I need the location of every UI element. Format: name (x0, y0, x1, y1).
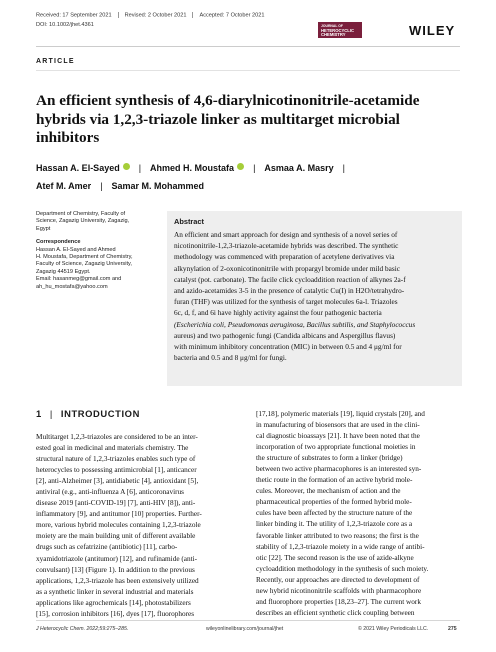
abstract-line: methodology was commenced with preparation of acetylene derivatives via (174, 252, 395, 262)
affiliation-line: Department of Chemistry, Faculty of (36, 211, 126, 217)
abstract-line: nicotinonitrile-1,2,3-triazole-acetamide hybrids was described. The synthetic (174, 241, 399, 251)
article-title (36, 92, 476, 148)
doi[interactable]: DOI: 10.1002/jhet.4361 (36, 22, 94, 28)
affiliation-line: Egypt (36, 225, 51, 232)
text-line: convulsant) [13] (Figure 1). In addition to the previous (36, 565, 195, 574)
text-line: applications, 1,2,3-triazole has been extensively utilized (36, 576, 199, 585)
text-line: stability of 1,2,3-triazole moiety in a wide range of antibi- (256, 542, 425, 551)
correspondence-heading: Correspondence (36, 239, 81, 246)
author-masry[interactable]: Asmaa A. Masry (264, 163, 334, 173)
correspondence-line: Hassan A. El-Sayed and Ahmed (36, 246, 116, 253)
author-separator: | (253, 163, 256, 173)
affiliation-block (36, 211, 166, 291)
text-line: linker binding it. The utility of 1,2,3-triazole core as a (256, 520, 413, 529)
journal-logo-line2: HETEROCYCLIC (321, 27, 355, 33)
text-line: between two active pharmacophores is an interested syn- (256, 465, 422, 474)
footer-copyright: © 2021 Wiley Periodicals LLC. (358, 626, 429, 632)
author-amer[interactable]: Atef M. Amer (36, 181, 92, 191)
section-title: INTRODUCTION (60, 408, 140, 419)
page-number: 275 (448, 626, 457, 632)
abstract-text (174, 229, 455, 363)
text-line: antiviral (e.g., anti-influenza A [6], anticoronavirus (36, 488, 184, 497)
text-line: moiety are the main building unit of different available (36, 532, 196, 541)
abstract-line: and azido-acetamides 3-5 in the presence of catalytic Cu(I) in H2O/tetrahydro- (174, 286, 405, 296)
received-date: Received: 17 September 2021 (36, 12, 112, 19)
footer-url[interactable]: wileyonlinelibrary.com/journal/jhet (206, 626, 284, 632)
author-separator: | (138, 163, 142, 173)
article-rule (36, 70, 460, 71)
text-line: cules have been affected by the structure nature of the (256, 509, 413, 518)
text-line: cal diagnostic bioassays [21]. It have been noted that the (256, 432, 420, 441)
text-line: favorable linker attributed to two reasons; the first is the (256, 531, 419, 540)
text-line: new hybrid nicotinonitrile scaffolds with pharmacophore (256, 586, 422, 595)
journal-logo-line1: JOURNAL OF (321, 24, 343, 28)
article-label: ARTICLE (36, 58, 75, 65)
author-separator: | (342, 163, 345, 173)
text-line: as a synthetic linker in several industrial and materials (36, 587, 194, 596)
text-line: Recently, our approaches are directed to development of (256, 575, 420, 584)
journal-logo[interactable] (318, 22, 362, 38)
text-line: structural nature of 1,2,3-triazoles enables such type of (36, 455, 196, 464)
author-separator: | (100, 181, 103, 191)
accepted-date: Accepted: 7 October 2021 (199, 12, 265, 19)
text-line: [17,18], polymeric materials [19], liquid crystals [20], and (256, 410, 425, 418)
footer-citation: J Heterocyclic Chem. 2022;59:275–285. (36, 626, 129, 632)
text-line: ested goal in medicinal and materials chemistry. The (36, 444, 189, 453)
section-separator: | (49, 408, 53, 419)
text-line: [15], corrosion inhibitors [16], dyes [17], fluorophores (36, 609, 195, 618)
abstract-line: alkynylation of 2-oxonicotinonitrile with propargyl bromide under mild basic (174, 263, 401, 273)
author-el-sayed[interactable]: Hassan A. El-Sayed (36, 163, 120, 173)
text-line: disease 2019 [anti-COVID-19] [7], anti-HIV [8]), anti- (36, 499, 196, 508)
title-line-2: hybrids via 1,2,3-triazole linker as multitarget microbial (36, 110, 400, 128)
history-dates (36, 12, 264, 18)
section-number: 1 (36, 408, 42, 419)
text-line: cules. Moreover, the mechanism of action and the (256, 487, 401, 496)
text-line: otic [22]. The second reason is the use of azide-alkyne (256, 553, 414, 562)
author-moustafa[interactable]: Ahmed H. Moustafa (150, 163, 235, 173)
abstract-line: (Escherichia coli, Pseudomonas aeruginosa, Bacillus subtilis, and Staphylococcus (174, 319, 416, 329)
text-line: applications like agrochemicals [14], photostabilizers (36, 598, 191, 607)
abstract-box (167, 211, 462, 386)
correspondence-line: H. Moustafa, Department of Chemistry, (36, 254, 133, 261)
text-line: pharmaceutical properties of the formed hybrid mole- (256, 498, 412, 507)
abstract-line: furan (THF) was utilized for the synthesis of target molecules 6a-l. Triazoles (174, 297, 398, 307)
text-line: Multitarget 1,2,3-triazoles are considered to be an inter- (36, 433, 198, 441)
title-line-1: An efficient synthesis of 4,6-diarylnicotinonitrile-acetamide (36, 92, 420, 109)
abstract-line: catalyst (pot. carbonate). The facile click cycloaddition reaction of alkynes 2a-f (174, 274, 406, 284)
abstract-line: aureus) and two pathogenic fungi (Candida albicans and Aspergillus flavus) (174, 330, 396, 340)
title-line-3: inhibitors (36, 129, 100, 146)
text-line: in manufacturing of biosensors that are used in the clini- (256, 421, 420, 430)
header-rule (36, 46, 460, 47)
section-heading (36, 408, 140, 419)
abstract-line: 6c, d, f, and 6i have highly activity against the four pathogenic bacteria (174, 308, 382, 318)
text-line: describes an efficient synthetic click coupling between (256, 608, 415, 617)
journal-logo-line3: CHEMISTRY (321, 32, 346, 38)
correspondence-email[interactable]: ah_hu_mostafa@yahoo.com (36, 283, 108, 290)
text-line: the structure of substrates to form a linker (bridge) (256, 454, 403, 463)
text-line: heterocycles to possessing antimicrobial [1], anticancer (36, 466, 197, 475)
text-line: incorporation of two appropriate functional moieties in (256, 443, 416, 452)
text-line: and fluorophore properties [18,23–27]. The current work (256, 597, 421, 606)
text-line: cycloaddition methodology in the synthesis of such moiety. (256, 564, 429, 573)
text-line: [2], anti-Alzheimer [3], antidiabetic [4], antioxidant [5], (36, 477, 199, 486)
revised-date: Revised: 2 October 2021 (124, 12, 187, 19)
correspondence-line: Zagazig 44519 Egypt. (36, 268, 91, 275)
orcid-icon[interactable] (237, 163, 244, 170)
abstract-line: bacteria and 0.5 and 8 μg/ml for fungi. (174, 353, 287, 363)
author-list (36, 159, 476, 195)
correspondence-line: Faculty of Science, Zagazig University, (36, 261, 132, 268)
abstract-heading: Abstract (174, 217, 204, 226)
orcid-icon[interactable] (123, 163, 130, 170)
footer-rule (36, 620, 460, 621)
correspondence-email[interactable]: Email: hasanmeg@gmail.com and (36, 276, 122, 283)
abstract-line: An efficient and smart approach for design and synthesis of a novel series of (174, 230, 398, 239)
wiley-logo[interactable]: WILEY (409, 23, 456, 38)
text-line: inflammatory [9], and antitumor [10] properties. Further- (36, 510, 202, 519)
text-line: xyamidotriazole (antitumor) [12], and rufinamide (anti- (36, 554, 198, 563)
text-line: thetic route in the formation of an active hybrid mole- (256, 476, 413, 485)
abstract-line: with minimum inhibitory concentration (MIC) in between 0.5 and 4 μg/ml for (174, 342, 402, 352)
right-column (256, 409, 462, 619)
affiliation-line: Science, Zagazig University, Zagazig, (36, 218, 130, 225)
author-mohammed[interactable]: Samar M. Mohammed (111, 181, 205, 191)
left-column (36, 432, 242, 620)
text-line: more, various hybrid molecules containing 1,2,3-triazole (36, 521, 201, 530)
text-line: drugs such as cefatrizine (antibiotic) [11], carbo- (36, 543, 178, 552)
